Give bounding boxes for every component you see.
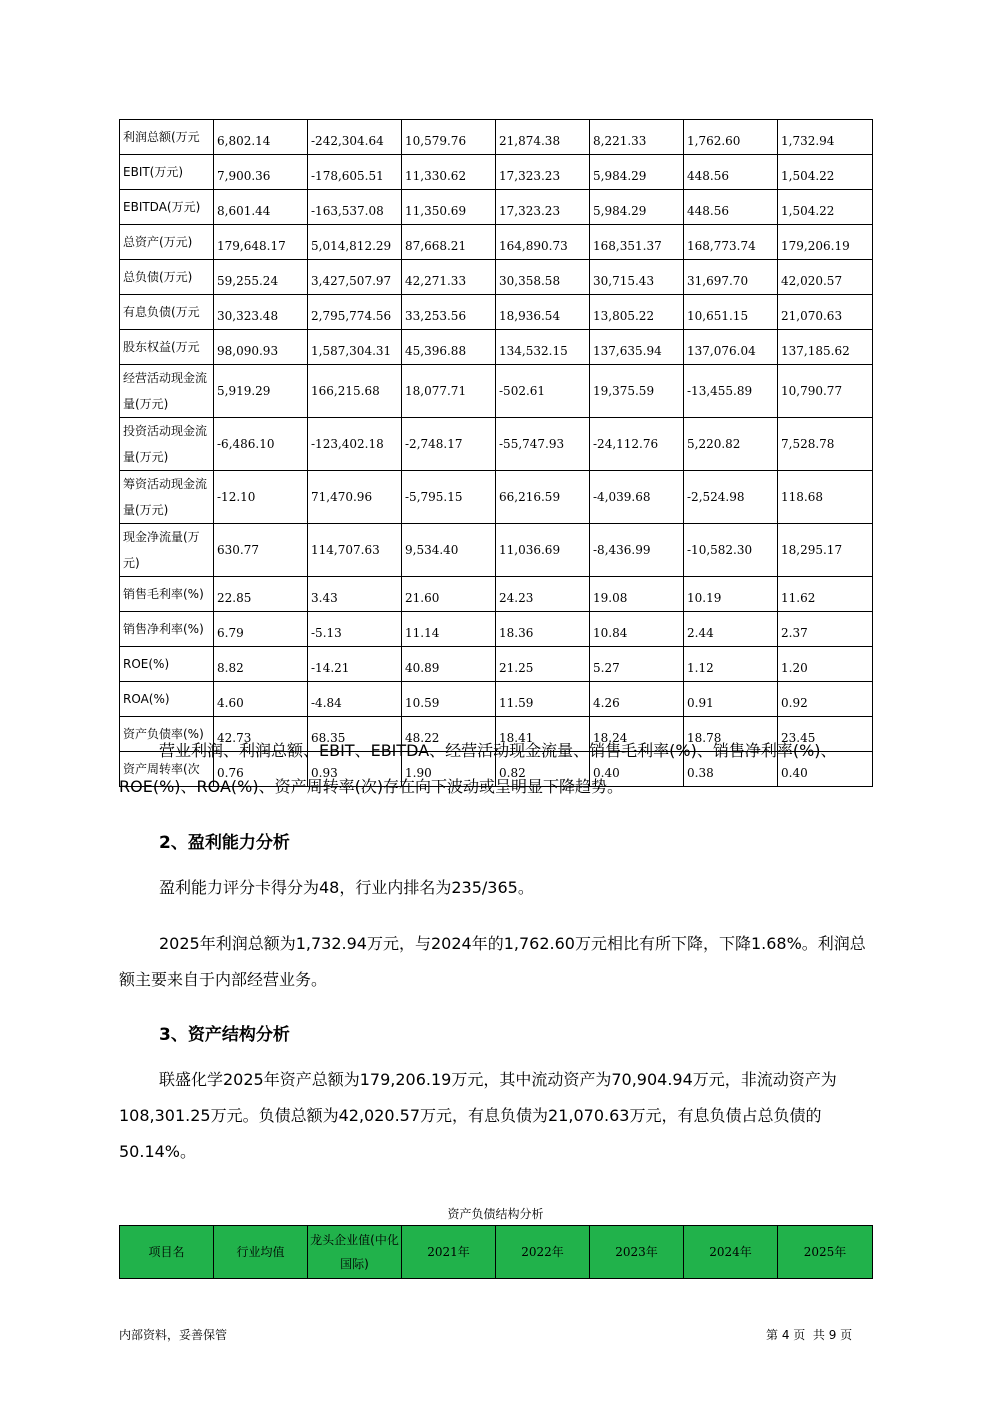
value-cell: 98,090.93 [214, 330, 308, 365]
value-cell: 0.91 [684, 682, 778, 717]
value-cell: -5.13 [308, 612, 402, 647]
row-label: 资产负债率(%) [120, 717, 214, 752]
value-cell: 6,802.14 [214, 120, 308, 155]
header-cell: 2023年 [590, 1226, 684, 1279]
value-cell: 1,504.22 [778, 190, 873, 225]
header-cell: 2022年 [496, 1226, 590, 1279]
value-cell: 17,323.23 [496, 190, 590, 225]
value-cell: 8,601.44 [214, 190, 308, 225]
row-label: 总负债(万元) [120, 260, 214, 295]
row-label: 有息负债(万元 [120, 295, 214, 330]
value-cell: 42,020.57 [778, 260, 873, 295]
value-cell: 6.79 [214, 612, 308, 647]
financial-indicator-table [119, 119, 873, 787]
value-cell: 11,350.69 [402, 190, 496, 225]
header-cell: 2021年 [402, 1226, 496, 1279]
value-cell: -12.10 [214, 471, 308, 524]
value-cell: 21.60 [402, 577, 496, 612]
section-2-paragraph-1 [119, 870, 879, 906]
value-cell: 18.36 [496, 612, 590, 647]
value-cell: 179,206.19 [778, 225, 873, 260]
value-cell: -10,582.30 [684, 524, 778, 577]
header-cell: 行业均值 [214, 1226, 308, 1279]
value-cell: -55,747.93 [496, 418, 590, 471]
value-cell: 114,707.63 [308, 524, 402, 577]
table-row [120, 260, 873, 295]
value-cell: 5,919.29 [214, 365, 308, 418]
table-row [120, 577, 873, 612]
value-cell: 5,014,812.29 [308, 225, 402, 260]
value-cell: 24.23 [496, 577, 590, 612]
value-cell: -178,605.51 [308, 155, 402, 190]
asset-structure-text: 联盛化学2025年资产总额为179,206.19万元，其中流动资产为70,904.94万元，非流动资产为108,301.25万元。负债总额为42,020.57万元，有息负债为21,070.63万元，有息负债占总负债的50.14%。 [119, 1070, 837, 1161]
value-cell: 5,984.29 [590, 155, 684, 190]
header-cell: 龙头企业值(中化国际) [308, 1226, 402, 1279]
value-cell: -502.61 [496, 365, 590, 418]
value-cell: 1.12 [684, 647, 778, 682]
row-label: 利润总额(万元 [120, 120, 214, 155]
table-row [120, 190, 873, 225]
value-cell: 10.84 [590, 612, 684, 647]
value-cell: 134,532.15 [496, 330, 590, 365]
value-cell: -4,039.68 [590, 471, 684, 524]
footer-page-number: 第 4 页 共 9 页 [766, 1328, 853, 1342]
value-cell: 19.08 [590, 577, 684, 612]
value-cell: 8.82 [214, 647, 308, 682]
value-cell: 137,185.62 [778, 330, 873, 365]
score-text: 盈利能力评分卡得分为48，行业内排名为235/365。 [159, 878, 534, 897]
table-row [120, 612, 873, 647]
table-caption: 资产负债结构分析 [447, 1207, 544, 1221]
value-cell: 0.92 [778, 682, 873, 717]
value-cell: 3.43 [308, 577, 402, 612]
value-cell: 31,697.70 [684, 260, 778, 295]
section-3-heading: 3、资产结构分析 [159, 1025, 290, 1045]
value-cell: 48.22 [402, 717, 496, 752]
value-cell: 11.59 [496, 682, 590, 717]
value-cell: 9,534.40 [402, 524, 496, 577]
value-cell: 68.35 [308, 717, 402, 752]
section-2-heading: 2、盈利能力分析 [159, 833, 290, 853]
value-cell: -5,795.15 [402, 471, 496, 524]
value-cell: 66,216.59 [496, 471, 590, 524]
value-cell: 18,295.17 [778, 524, 873, 577]
value-cell: 0.40 [778, 752, 873, 787]
profit-text: 2025年利润总额为1,732.94万元，与2024年的1,762.60万元相比有所下降，下降1.68%。利润总额主要来自于内部经营业务。 [119, 934, 866, 989]
value-cell: -13,455.89 [684, 365, 778, 418]
value-cell: 42,271.33 [402, 260, 496, 295]
table-row [120, 647, 873, 682]
value-cell: -2,524.98 [684, 471, 778, 524]
table-row [120, 295, 873, 330]
value-cell: 0.40 [590, 752, 684, 787]
value-cell: 448.56 [684, 155, 778, 190]
value-cell: -2,748.17 [402, 418, 496, 471]
row-label: 经营活动现金流量(万元) [120, 365, 214, 418]
value-cell: 8,221.33 [590, 120, 684, 155]
value-cell: 18.24 [590, 717, 684, 752]
balance-structure-table [119, 1225, 873, 1279]
value-cell: 3,427,507.97 [308, 260, 402, 295]
trend-paragraph [119, 733, 879, 805]
value-cell: 164,890.73 [496, 225, 590, 260]
value-cell: 59,255.24 [214, 260, 308, 295]
value-cell: 18.78 [684, 717, 778, 752]
value-cell: 11,330.62 [402, 155, 496, 190]
value-cell: 168,351.37 [590, 225, 684, 260]
value-cell: 18,077.71 [402, 365, 496, 418]
value-cell: 2,795,774.56 [308, 295, 402, 330]
value-cell: 0.38 [684, 752, 778, 787]
value-cell: 1.90 [402, 752, 496, 787]
value-cell: -8,436.99 [590, 524, 684, 577]
value-cell: 10.19 [684, 577, 778, 612]
value-cell: 630.77 [214, 524, 308, 577]
value-cell: 10,651.15 [684, 295, 778, 330]
header-cell: 2024年 [684, 1226, 778, 1279]
value-cell: 33,253.56 [402, 295, 496, 330]
value-cell: -24,112.76 [590, 418, 684, 471]
value-cell: 2.44 [684, 612, 778, 647]
value-cell: 10,790.77 [778, 365, 873, 418]
value-cell: 30,323.48 [214, 295, 308, 330]
value-cell: 45,396.88 [402, 330, 496, 365]
value-cell: 23.45 [778, 717, 873, 752]
value-cell: 168,773.74 [684, 225, 778, 260]
table-row [120, 225, 873, 260]
trend-text: 营业利润、利润总额、EBIT、EBITDA、经营活动现金流量、销售毛利率(%)、销售净利率(%)、ROE(%)、ROA(%)、资产周转率(次)存在向下波动或呈明显下降趋势。 [119, 741, 837, 796]
table-row [120, 330, 873, 365]
value-cell: 4.60 [214, 682, 308, 717]
value-cell: 7,900.36 [214, 155, 308, 190]
table-row [120, 682, 873, 717]
value-cell: -123,402.18 [308, 418, 402, 471]
section-2-paragraph-2 [119, 926, 879, 998]
table-row [120, 418, 873, 471]
value-cell: 0.76 [214, 752, 308, 787]
value-cell: 0.93 [308, 752, 402, 787]
value-cell: 5,984.29 [590, 190, 684, 225]
value-cell: 18,936.54 [496, 295, 590, 330]
value-cell: -163,537.08 [308, 190, 402, 225]
value-cell: 5.27 [590, 647, 684, 682]
row-label: ROA(%) [120, 682, 214, 717]
value-cell: 21,874.38 [496, 120, 590, 155]
row-label: 股东权益(万元 [120, 330, 214, 365]
row-label: 总资产(万元) [120, 225, 214, 260]
value-cell: 7,528.78 [778, 418, 873, 471]
value-cell: 11,036.69 [496, 524, 590, 577]
table-row [120, 155, 873, 190]
value-cell: 30,715.43 [590, 260, 684, 295]
value-cell: 10,579.76 [402, 120, 496, 155]
value-cell: 22.85 [214, 577, 308, 612]
value-cell: 1,587,304.31 [308, 330, 402, 365]
value-cell: 40.89 [402, 647, 496, 682]
value-cell: 11.62 [778, 577, 873, 612]
value-cell: 4.26 [590, 682, 684, 717]
value-cell: 87,668.21 [402, 225, 496, 260]
table-row [120, 365, 873, 418]
value-cell: -4.84 [308, 682, 402, 717]
value-cell: 21.25 [496, 647, 590, 682]
value-cell: 42.73 [214, 717, 308, 752]
value-cell: 2.37 [778, 612, 873, 647]
value-cell: 10.59 [402, 682, 496, 717]
table-row [120, 524, 873, 577]
section-3-paragraph [119, 1062, 879, 1170]
value-cell: 179,648.17 [214, 225, 308, 260]
row-label: 资产周转率(次 [120, 752, 214, 787]
value-cell: 30,358.58 [496, 260, 590, 295]
value-cell: -14.21 [308, 647, 402, 682]
value-cell: 5,220.82 [684, 418, 778, 471]
value-cell: 166,215.68 [308, 365, 402, 418]
table-row [120, 120, 873, 155]
value-cell: 0.82 [496, 752, 590, 787]
value-cell: 11.14 [402, 612, 496, 647]
table-row [120, 471, 873, 524]
row-label: 销售净利率(%) [120, 612, 214, 647]
row-label: EBIT(万元) [120, 155, 214, 190]
value-cell: -6,486.10 [214, 418, 308, 471]
value-cell: 1,504.22 [778, 155, 873, 190]
header-cell: 2025年 [778, 1226, 873, 1279]
table-header-row [120, 1226, 873, 1279]
row-label: ROE(%) [120, 647, 214, 682]
value-cell: 19,375.59 [590, 365, 684, 418]
value-cell: 17,323.23 [496, 155, 590, 190]
row-label: EBITDA(万元) [120, 190, 214, 225]
value-cell: 71,470.96 [308, 471, 402, 524]
row-label: 现金净流量(万元) [120, 524, 214, 577]
value-cell: 1.20 [778, 647, 873, 682]
value-cell: 1,762.60 [684, 120, 778, 155]
footer-left: 内部资料，妥善保管 [119, 1328, 228, 1342]
value-cell: -242,304.64 [308, 120, 402, 155]
value-cell: 13,805.22 [590, 295, 684, 330]
value-cell: 1,732.94 [778, 120, 873, 155]
value-cell: 137,076.04 [684, 330, 778, 365]
value-cell: 448.56 [684, 190, 778, 225]
value-cell: 18.41 [496, 717, 590, 752]
value-cell: 118.68 [778, 471, 873, 524]
value-cell: 137,635.94 [590, 330, 684, 365]
row-label: 筹资活动现金流量(万元) [120, 471, 214, 524]
header-cell: 项目名 [120, 1226, 214, 1279]
row-label: 销售毛利率(%) [120, 577, 214, 612]
row-label: 投资活动现金流量(万元) [120, 418, 214, 471]
value-cell: 21,070.63 [778, 295, 873, 330]
